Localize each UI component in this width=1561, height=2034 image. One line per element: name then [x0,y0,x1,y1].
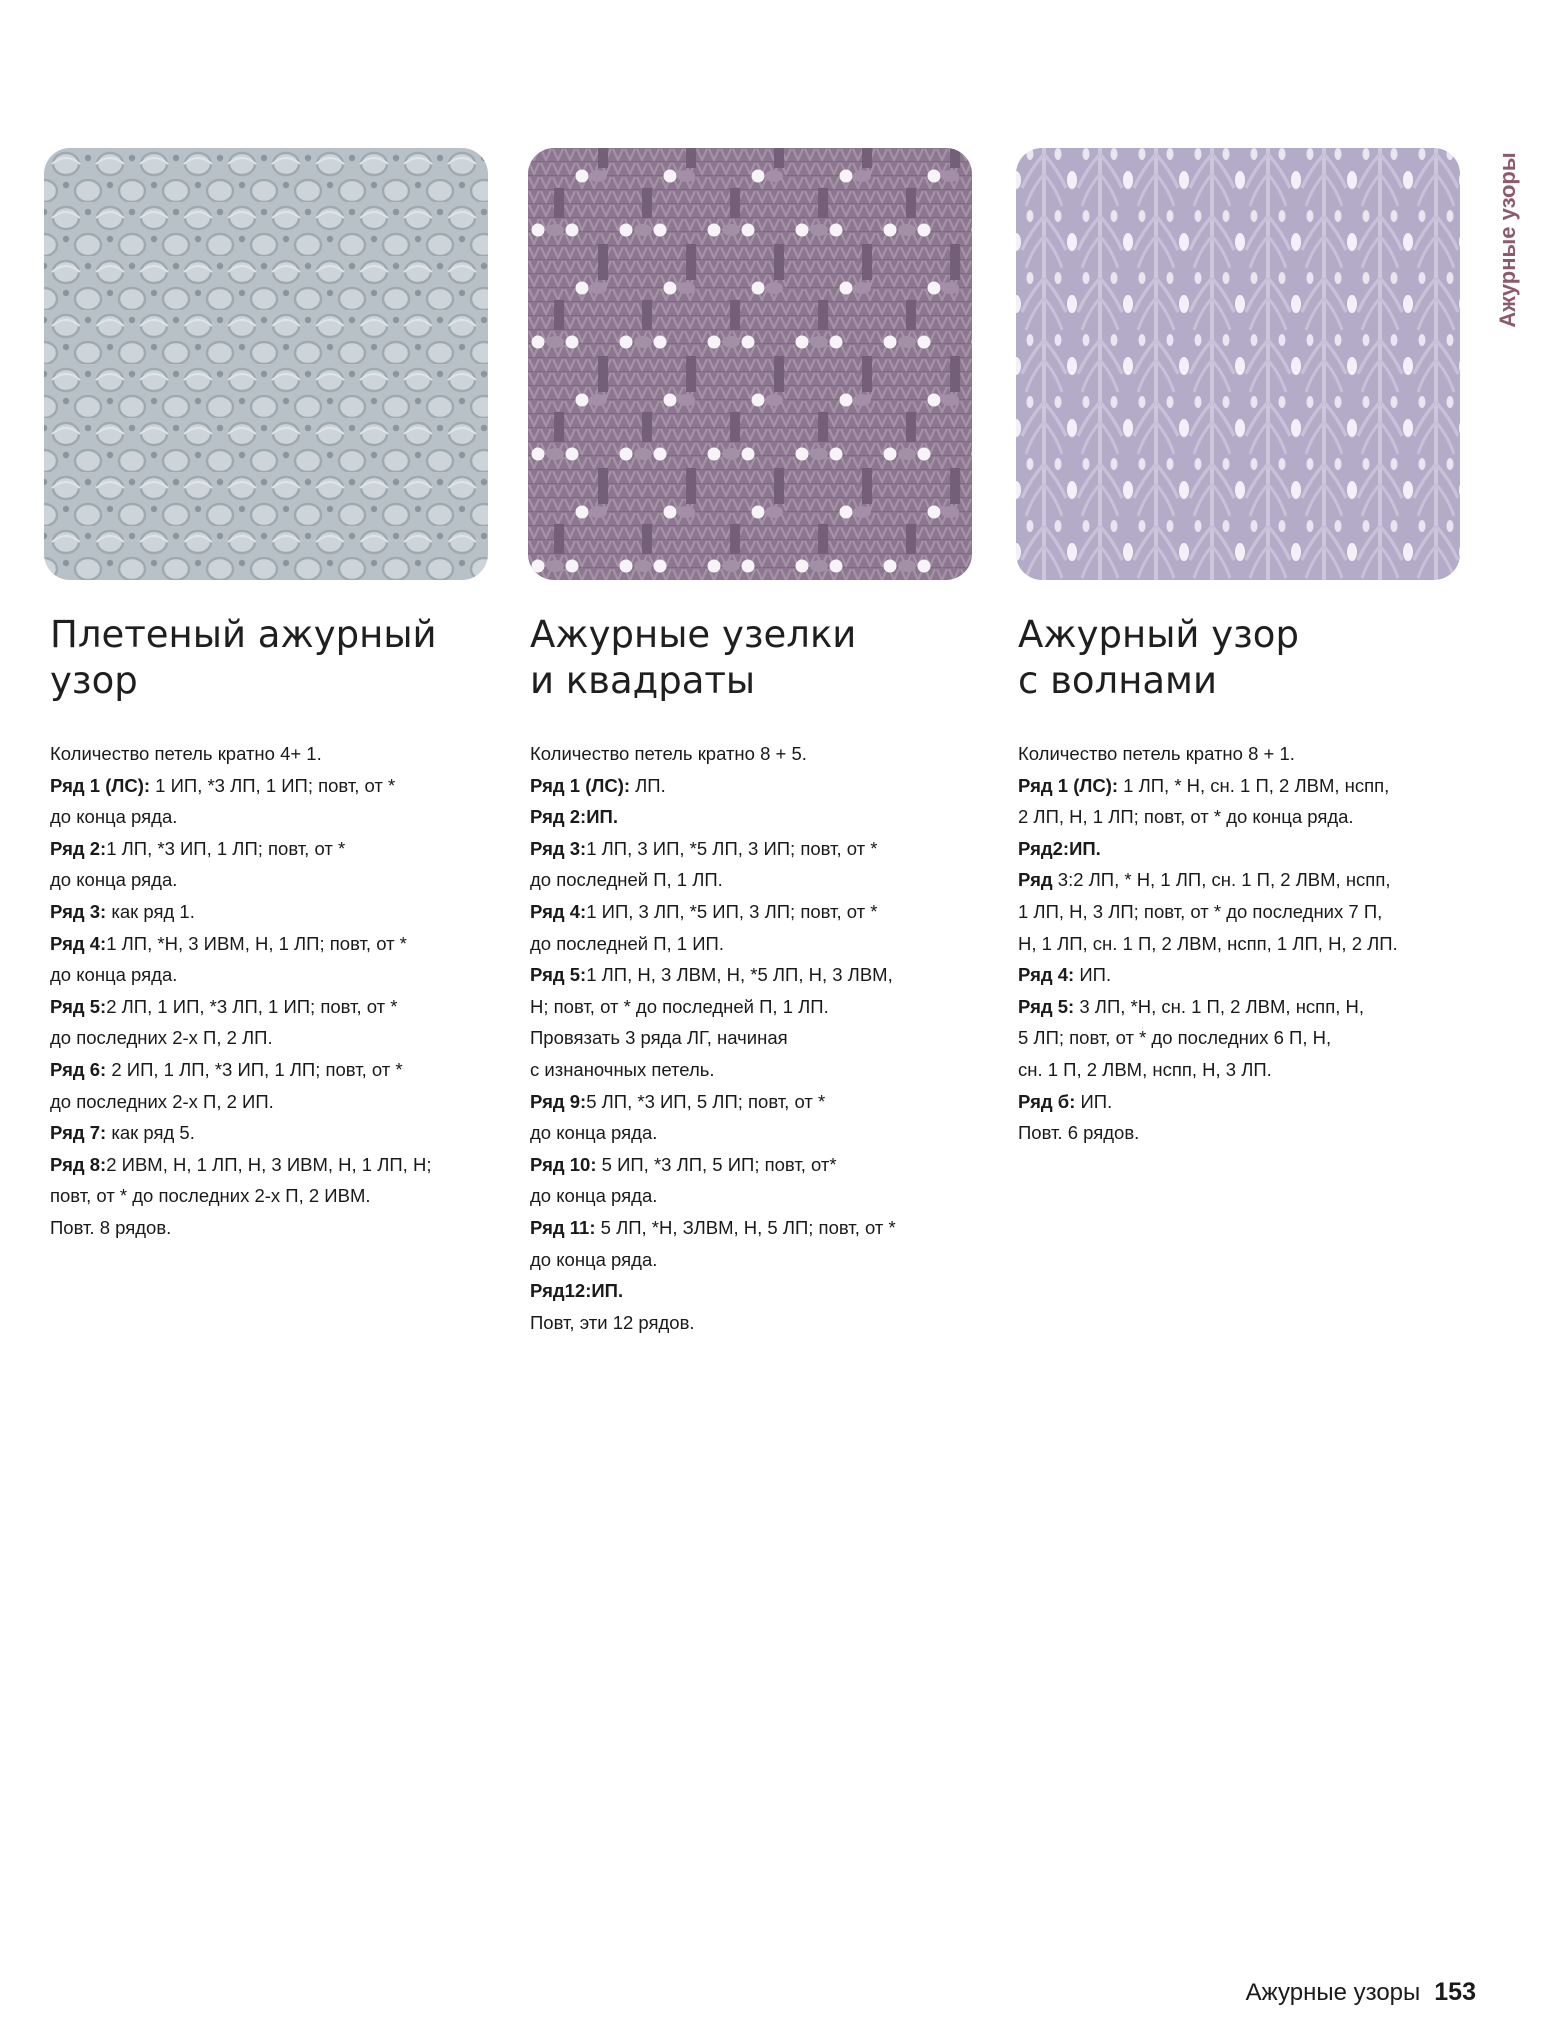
row-text: до конца ряда. [50,806,178,828]
row-label: Ряд 6: [50,1058,107,1080]
row-label: Ряд 7: [50,1122,107,1144]
page-footer [1246,1978,1476,2007]
row-label: Ряд [1018,869,1058,891]
instruction-line [50,1022,510,1054]
instruction-line [50,928,510,960]
row-text: как ряд 5. [106,1122,195,1144]
row-text: повт, от * до последних 2-х П, 2 ИВМ. [50,1185,371,1207]
row-text: 2 ЛП, Н, 1 ЛП; повт, от * до конца ряда. [1018,806,1354,828]
knit-swatch-image-lace-knots-squares [528,148,972,580]
row-text: 2 ИВМ, Н, 1 ЛП, Н, 3 ИВМ, Н, 1 ЛП, Н; [106,1153,432,1175]
row-label: Ряд 2: [50,837,107,859]
pattern-column-braided-lace [50,612,510,1244]
row-text: до последней П, 1 ЛП. [530,869,723,891]
section-side-tab [1488,130,1528,350]
row-text: Количество петель кратно 8 + 1. [1018,743,1295,764]
row-text: до конца ряда. [50,869,178,891]
row-text: 2 ИП, 1 ЛП, *3 ИП, 1 ЛП; повт, от * [106,1058,403,1080]
instruction-line [530,1086,990,1118]
row-text: 1 ЛП, Н, 3 ЛВМ, Н, *5 ЛП, Н, 3 ЛВМ, [586,964,893,986]
row-label: Ряд2:ИП. [1018,837,1101,859]
instruction-line [530,833,990,865]
row-label: Ряд 1 (ЛС): [1018,774,1119,796]
section-side-tab-label: Ажурные узоры [1495,152,1520,328]
instruction-line [1018,738,1478,770]
row-text: ИП. [1075,1090,1113,1112]
row-text: 1 ЛП, 3 ИП, *5 ЛП, 3 ИП; повт, от * [586,837,878,859]
instruction-line [530,864,990,896]
row-label: Ряд 2:ИП. [530,806,618,828]
page-number: 153 [1434,1978,1476,2006]
instruction-line [50,1054,510,1086]
row-text: до последних 2-х П, 2 ЛП. [50,1027,273,1049]
row-text: до конца ряда. [530,1122,658,1144]
row-text: до конца ряда. [530,1248,658,1270]
row-text: Н; повт, от * до последней П, 1 ЛП. [530,995,829,1017]
row-text: Повт. 8 рядов. [50,1216,172,1238]
row-text: Повт. 6 рядов. [1018,1122,1140,1144]
instruction-line [50,959,510,991]
row-text: ЛП. [630,774,666,796]
row-label: Ряд 4: [50,932,107,954]
row-text: 1 ЛП, Н, 3 ЛП; повт, от * до последних 7 П, [1018,900,1383,922]
pattern-column-lace-knots-squares [530,612,990,1338]
row-text: 5 ЛП, *Н, ЗЛВМ, Н, 5 ЛП; повт, от * [595,1216,896,1238]
row-label: Ряд12:ИП. [530,1280,624,1302]
knit-swatch-image-braided-lace [44,148,488,580]
instruction-line [530,1275,990,1307]
instruction-line [50,801,510,833]
row-text: 5 ИП, *3 ЛП, 5 ИП; повт, от* [596,1153,837,1175]
pattern-column-wave-lace [1018,612,1478,1149]
instruction-line [530,770,990,802]
instruction-line [1018,928,1478,960]
row-label: Ряд 4: [1018,964,1075,986]
row-label: Ряд 1 (ЛС): [530,774,631,796]
instruction-line [50,1212,510,1244]
row-text: 1 ЛП, *3 ИП, 1 ЛП; повт, от * [106,837,346,859]
row-text: ИП. [1074,964,1112,986]
instruction-line [530,1149,990,1181]
instruction-line [530,738,990,770]
row-text: 3:2 ЛП, * Н, 1 ЛП, сн. 1 П, 2 ЛВМ, нспп, [1057,869,1391,891]
row-text: с изнаночных петель. [530,1058,715,1080]
instruction-line [530,991,990,1023]
instruction-line [530,1307,990,1339]
instruction-line [50,1180,510,1212]
row-label: Ряд 5: [1018,995,1075,1017]
row-label: Ряд 4: [530,900,587,922]
row-text: до последних 2-х П, 2 ИП. [50,1090,274,1112]
instruction-line [50,833,510,865]
instruction-line [50,738,510,770]
instruction-line [1018,864,1478,896]
instruction-line [530,959,990,991]
instruction-line [530,801,990,833]
row-text: 1 ЛП, * Н, сн. 1 П, 2 ЛВМ, нспп, [1118,774,1390,796]
instruction-line [50,770,510,802]
pattern-instructions [1018,738,1478,1149]
row-label: Ряд 1 (ЛС): [50,774,151,796]
instruction-line [1018,991,1478,1023]
instruction-line [1018,1086,1478,1118]
pattern-title: Ажурные узелки и квадраты [530,613,857,702]
row-label: Ряд 9: [530,1090,587,1112]
row-text: Количество петель кратно 8 + 5. [530,743,807,764]
instruction-line [530,1244,990,1276]
pattern-title: Ажурный узор с волнами [1018,613,1299,702]
instruction-line [1018,959,1478,991]
row-text: 1 ИП, *3 ЛП, 1 ИП; повт, от * [150,774,396,796]
row-label: Ряд б: [1018,1090,1076,1112]
row-text: до конца ряда. [50,964,178,986]
instruction-line [50,896,510,928]
row-text: Количество петель кратно 4+ 1. [50,743,322,764]
row-label: Ряд 3: [530,837,587,859]
pattern-instructions [50,738,510,1244]
row-label: Ряд 8: [50,1153,107,1175]
instruction-line [530,928,990,960]
row-label: Ряд 11: [530,1216,596,1238]
instruction-line [1018,833,1478,865]
instruction-line [530,1212,990,1244]
instruction-line [50,1149,510,1181]
instruction-line [50,864,510,896]
row-text: 1 ЛП, *Н, 3 ИВМ, Н, 1 ЛП; повт, от * [106,932,407,954]
row-label: Ряд 10: [530,1153,597,1175]
row-text: до последней П, 1 ИП. [530,932,724,954]
instruction-line [530,1180,990,1212]
instruction-line [530,1054,990,1086]
instruction-line [1018,1054,1478,1086]
instruction-line [1018,896,1478,928]
instruction-line [50,1086,510,1118]
instruction-line [50,1117,510,1149]
instruction-line [1018,770,1478,802]
row-label: Ряд 5: [530,964,587,986]
row-text: как ряд 1. [106,900,195,922]
row-text: 1 ИП, 3 ЛП, *5 ИП, 3 ЛП; повт, от * [586,900,878,922]
row-label: Ряд 5: [50,995,107,1017]
row-text: 5 ЛП; повт, от * до последних 6 П, Н, [1018,1027,1332,1049]
pattern-title: Плетеный ажурный узор [50,613,437,702]
instruction-line [530,1022,990,1054]
row-text: до конца ряда. [530,1185,658,1207]
row-text: Н, 1 ЛП, сн. 1 П, 2 ЛВМ, нспп, 1 ЛП, Н, 2 ЛП. [1018,932,1398,954]
row-text: 2 ЛП, 1 ИП, *3 ЛП, 1 ИП; повт, от * [106,995,398,1017]
row-text: Повт, эти 12 рядов. [530,1311,695,1333]
footer-section-title: Ажурные узоры [1245,1979,1421,2006]
instruction-line [1018,1117,1478,1149]
row-label: Ряд 3: [50,900,107,922]
pattern-instructions [530,738,990,1338]
row-text: сн. 1 П, 2 ЛВМ, нспп, Н, 3 ЛП. [1018,1058,1272,1080]
instruction-line [50,991,510,1023]
instruction-line [1018,801,1478,833]
row-text: Провязать 3 ряда ЛГ, начиная [530,1027,788,1049]
instruction-line [530,896,990,928]
row-text: 3 ЛП, *Н, сн. 1 П, 2 ЛВМ, нспп, Н, [1074,995,1364,1017]
row-text: 5 ЛП, *3 ИП, 5 ЛП; повт, от * [586,1090,826,1112]
knit-swatch-image-wave-lace [1016,148,1460,580]
instruction-line [1018,1022,1478,1054]
instruction-line [530,1117,990,1149]
